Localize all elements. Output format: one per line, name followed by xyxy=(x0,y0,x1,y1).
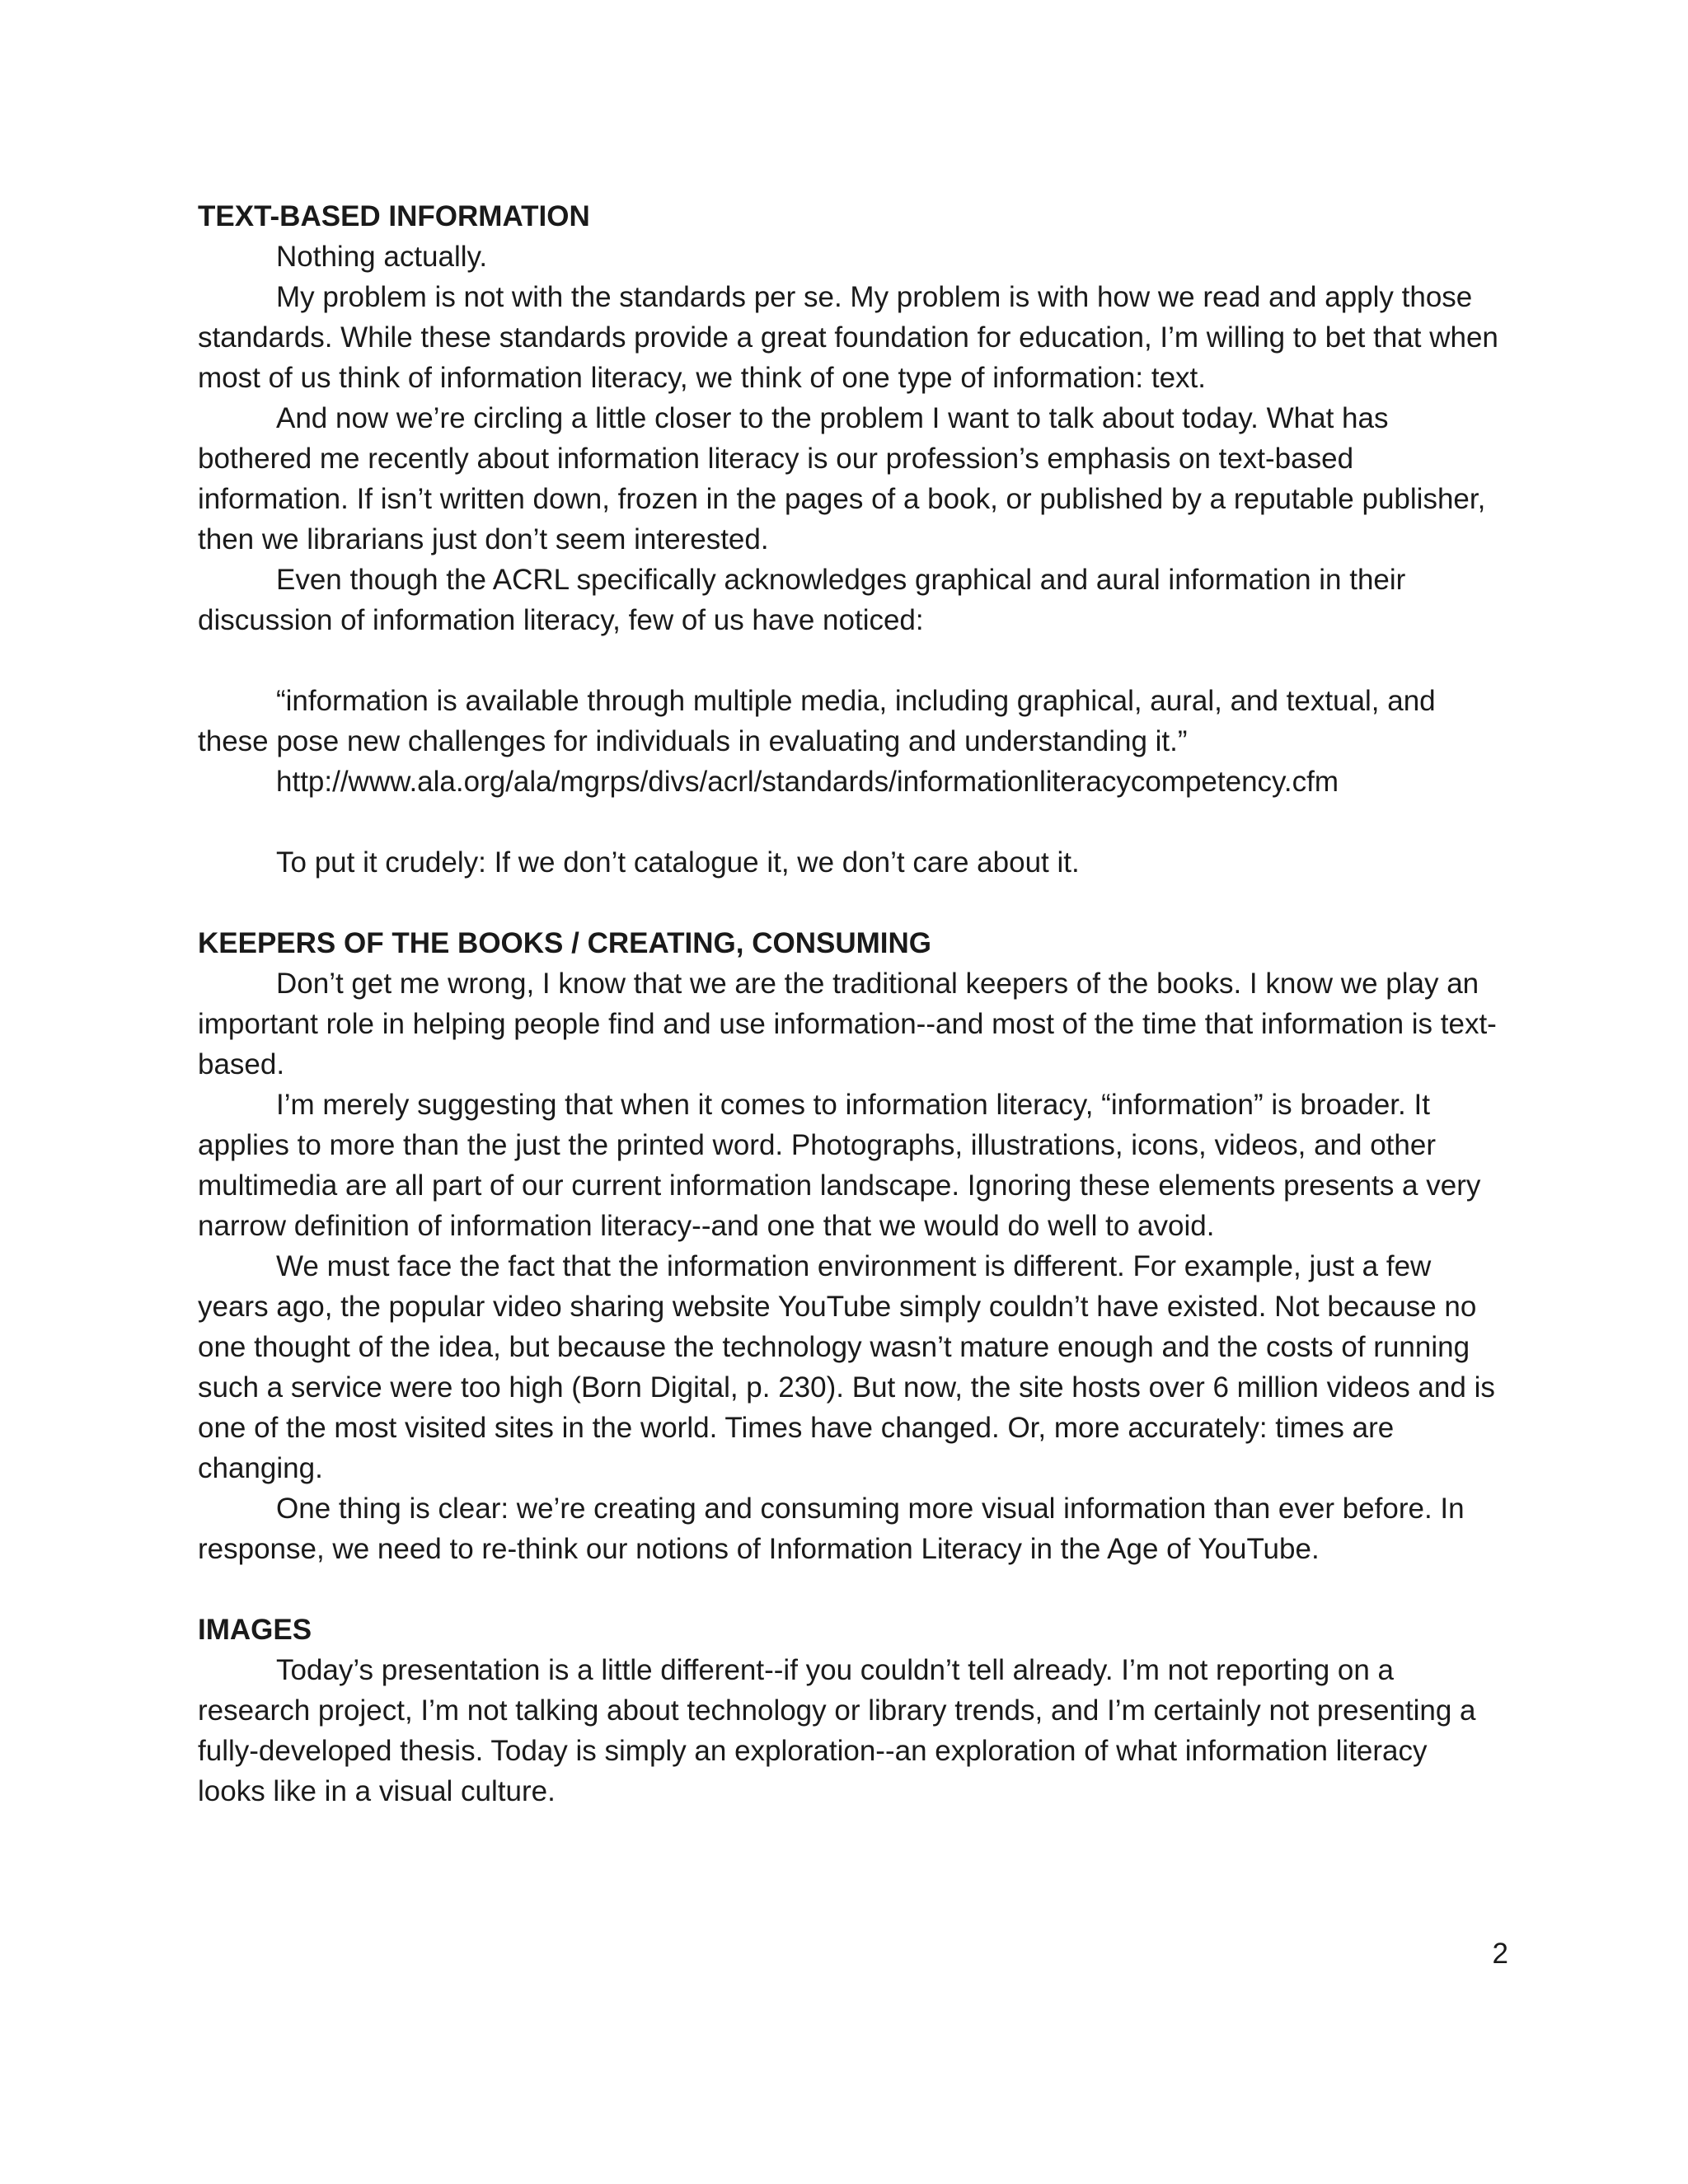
blank-line xyxy=(198,883,1500,923)
paragraph: And now we’re circling a little closer to the problem I want to talk about today. What has bothered me recently about information literacy is our profession’s emphasis on text-based information. If isn’t written down, frozen in the pages of a book, or published by a reputable publisher, then we librarians just don’t seem interested. xyxy=(198,402,1486,555)
paragraph: Today’s presentation is a little different--if you couldn’t tell already. I’m not reporting on a research project, I’m not talking about technology or library trends, and I’m certainly not presenting a fully-developed thesis. Today is simply an exploration--an exploration of what information literacy looks like in a visual culture. xyxy=(198,1654,1476,1807)
source-url: http://www.ala.org/ala/mgrps/divs/acrl/standards/informationliteracycompetency.cfm xyxy=(276,766,1339,798)
page-number: 2 xyxy=(1492,1938,1508,1970)
blank-line xyxy=(198,802,1500,842)
section-heading-keepers-of-the-books: KEEPERS OF THE BOOKS / CREATING, CONSUMING xyxy=(198,927,931,959)
paragraph: Even though the ACRL specifically acknowledges graphical and aural information in their discussion of information literacy, few of us have noticed: xyxy=(198,564,1406,636)
section-heading-text-based-information: TEXT-BASED INFORMATION xyxy=(198,200,590,232)
paragraph: My problem is not with the standards per se. My problem is with how we read and apply those standards. While these standards provide a great foundation for education, I’m willing to bet that when most of us think of information literacy, we think of one type of information: text. xyxy=(198,281,1498,394)
section-heading-images: IMAGES xyxy=(198,1614,312,1646)
paragraph: We must face the fact that the information environment is different. For example, just a few years ago, the popular video sharing website YouTube simply couldn’t have existed. Not because no one thought of the idea, but because the technology wasn’t mature enough and the costs of running such a service were too high (Born Digital, p. 230). But now, the site hosts over 6 million videos and is one of the most visited sites in the world. Times have changed. Or, more accurately: times are changing. xyxy=(198,1250,1495,1484)
paragraph: Nothing actually. xyxy=(276,241,488,273)
paragraph: To put it crudely: If we don’t catalogue it, we don’t care about it. xyxy=(276,846,1080,879)
blank-line xyxy=(198,1569,1500,1610)
quote-paragraph: “information is available through multiple media, including graphical, aural, and textual, and these pose new challenges for individuals in evaluating and understanding it.” xyxy=(198,685,1436,757)
paragraph: One thing is clear: we’re creating and consuming more visual information than ever before. In response, we need to re-think our notions of Information Literacy in the Age of YouTube. xyxy=(198,1493,1465,1565)
paragraph: I’m merely suggesting that when it comes to information literacy, “information” is broader. It applies to more than the just the printed word. Photographs, illustrations, icons, videos, and other multimedia are all part of our current information landscape. Ignoring these elements presents a very narrow definition of information literacy--and one that we would do well to avoid. xyxy=(198,1089,1481,1242)
paragraph: Don’t get me wrong, I know that we are the traditional keepers of the books. I know we play an important role in helping people find and use information--and most of the time that information is text-based. xyxy=(198,968,1497,1080)
document-body xyxy=(198,196,1500,1811)
blank-line xyxy=(198,640,1500,681)
